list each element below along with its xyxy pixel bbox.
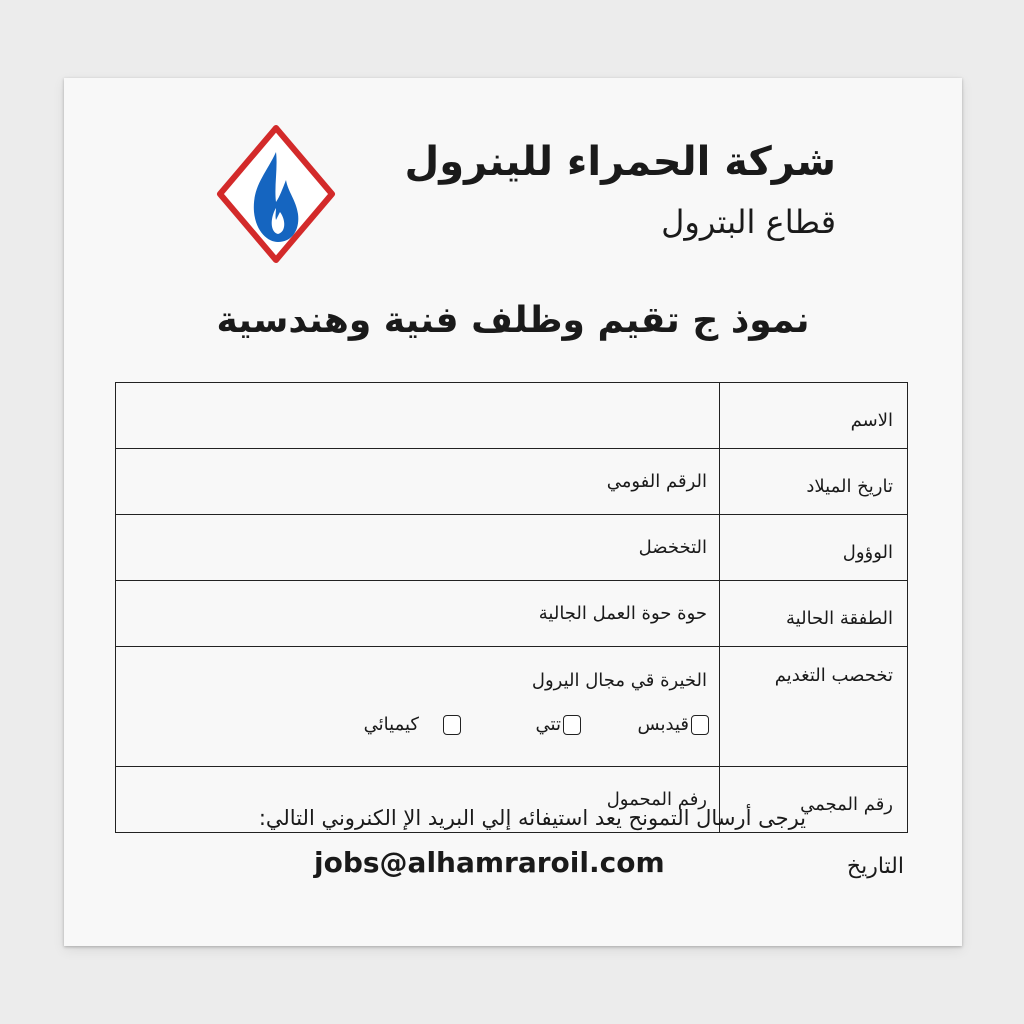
label-name: الاسم xyxy=(720,383,908,449)
option-civil-label: قيدبس xyxy=(637,714,689,735)
checkbox-technical[interactable] xyxy=(563,715,581,735)
experience-title: الخيرة قي مجال اليرول xyxy=(531,670,707,691)
checkbox-chemical[interactable] xyxy=(443,715,461,735)
experience-cell xyxy=(116,647,720,767)
date-label: التاريخ xyxy=(846,854,904,879)
submission-note: يرجى أرسال التمونح يعد استيفائه إلي البريد الإ الكنروني التالي: xyxy=(258,806,806,830)
label-specialization[interactable]: التخخضل xyxy=(116,515,720,581)
company-sector: قطاع البترول xyxy=(661,203,836,241)
option-technical-label: تتي xyxy=(535,714,561,735)
label-national-id[interactable]: الرقم الفومي xyxy=(116,449,720,515)
application-form-table xyxy=(115,382,908,833)
row-qualification xyxy=(116,515,908,581)
row-name xyxy=(116,383,908,449)
label-current-employer[interactable]: حوة حوة العمل الجالية xyxy=(116,581,720,647)
form-sheet xyxy=(64,78,962,946)
label-birthdate: تاريخ الميلاد xyxy=(720,449,908,515)
checkbox-civil[interactable] xyxy=(691,715,709,735)
row-current-status xyxy=(116,581,908,647)
row-application xyxy=(116,647,908,767)
label-current-status: الطفقة الحالية xyxy=(720,581,908,647)
email-address[interactable]: jobs@alhamraroil.com xyxy=(314,846,665,879)
field-name[interactable] xyxy=(116,383,720,449)
option-technical[interactable] xyxy=(536,714,581,735)
company-name: شركة الحمراء للينرول xyxy=(404,139,836,185)
label-landline: رقم المجمي xyxy=(720,767,908,833)
label-application-field: تخحصب التغديم xyxy=(720,647,908,767)
company-block xyxy=(405,136,836,244)
option-civil[interactable] xyxy=(638,714,709,735)
option-chemical[interactable] xyxy=(364,714,461,735)
label-qualification: الوؤول xyxy=(720,515,908,581)
option-chemical-label: كيميائي xyxy=(363,714,419,735)
label-mobile[interactable]: رفم المحمول xyxy=(116,767,720,833)
row-birthdate xyxy=(116,449,908,515)
flame-diamond-icon xyxy=(214,122,338,266)
form-title: نموذ ج تقيم وظلف فنية وهندسية xyxy=(216,300,810,341)
option-group xyxy=(116,714,707,744)
